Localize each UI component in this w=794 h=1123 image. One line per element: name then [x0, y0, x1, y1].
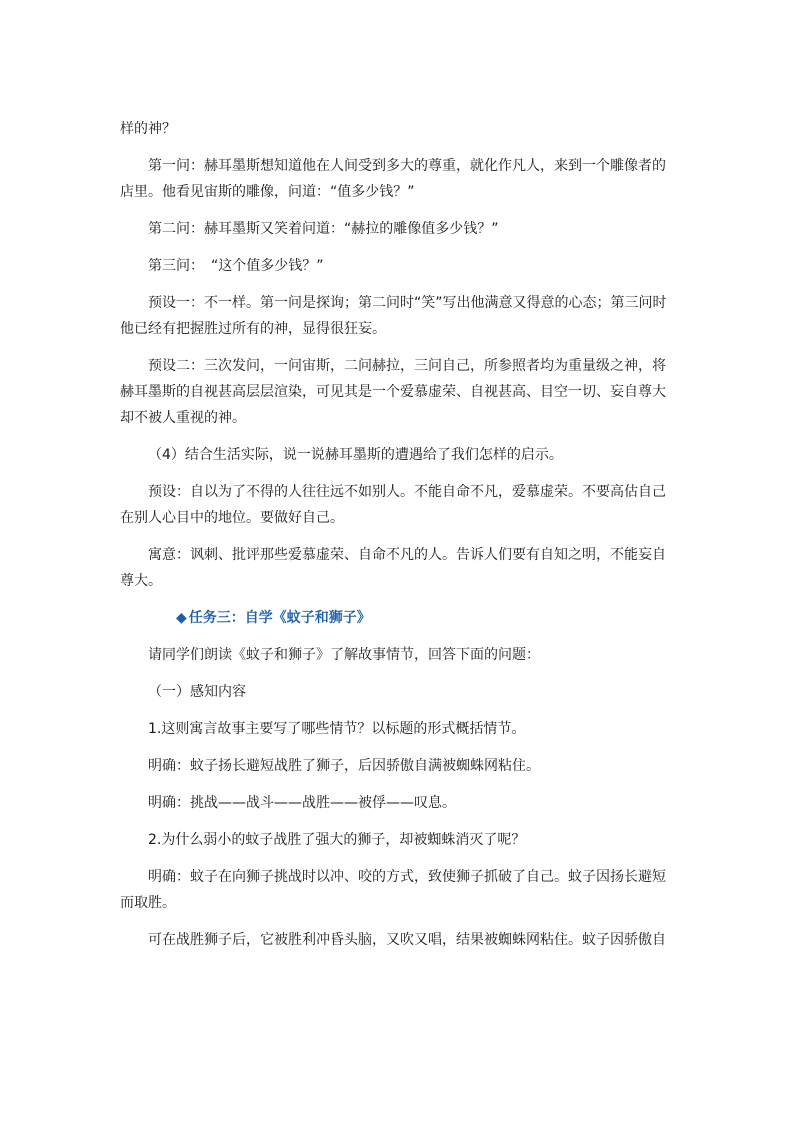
paragraph-third-question: 第三问： “这个值多少钱？”: [148, 258, 324, 274]
answer-one-a: 明确：蚊子扬长避短战胜了狮子，后因骄傲自满被蜘蛛网粘住。: [148, 758, 540, 774]
task-three-title: 任务三：自学《蚊子和狮子》: [188, 610, 371, 626]
paragraph-first-question: 第一问：赫耳墨斯想知道他在人间受到多大的尊重，就化作凡人，来到一个雕像者的店里。他看见宙斯的雕像，问道：“值多少钱？”: [120, 158, 666, 200]
paragraph-preset: 预设：自以为了不得的人往往远不如别人。不能自命不凡，爱慕虚荣。不要高估自己在别人心目中的地位。要做好自己。: [120, 484, 666, 526]
answer-two: 明确：蚊子在向狮子挑战时以冲、咬的方式，致使狮子抓破了自己。蚊子因扬长避短而取胜。: [120, 869, 666, 911]
question-two: 2.为什么弱小的蚊子战胜了强大的狮子，却被蜘蛛消灭了呢？: [148, 832, 526, 848]
document-body: [120, 116, 676, 964]
question-one: 1.这则寓言故事主要写了哪些情节？以标题的形式概括情节。: [148, 721, 526, 737]
paragraph-moral: 寓意：讽刺、批评那些爱慕虚荣、自命不凡的人。告诉人们要有自知之明，不能妄自尊大。: [120, 547, 666, 589]
diamond-bullet-icon: ◆: [176, 610, 187, 626]
paragraph-question-four: （4）结合生活实际，说一说赫耳墨斯的遭遇给了我们怎样的启示。: [148, 447, 563, 463]
paragraph-instruction: 请同学们朗读《蚊子和狮子》了解故事情节，回答下面的问题：: [148, 647, 540, 663]
paragraph-second-question: 第二问：赫耳墨斯又笑着问道：“赫拉的雕像值多少钱？”: [148, 221, 499, 237]
paragraph-preset-one: 预设一：不一样。第一问是探询；第二问时“笑”写出他满意又得意的心态；第三问时他已经有把握胜过所有的神，显得很狂妄。: [120, 295, 667, 337]
section-perceive-content: （一）感知内容: [148, 684, 246, 700]
paragraph-preset-two: 预设二：三次发问，一问宙斯，二问赫拉，三问自己，所参照者均为重量级之神，将赫耳墨斯的自视甚高层层渲染，可见其是一个爱慕虚荣、自视甚高、目空一切、妄自尊大却不被人重视的神。: [120, 358, 666, 426]
paragraph-continuation: 样的神？: [120, 121, 176, 137]
answer-one-b: 明确：挑战——战斗——战胜——被俘——叹息。: [148, 795, 456, 811]
task-three-heading: [120, 605, 676, 631]
paragraph-final: 可在战胜狮子后，它被胜利冲昏头脑，又吹又唱，结果被蜘蛛网粘住。蚊子因骄傲自: [148, 932, 666, 948]
